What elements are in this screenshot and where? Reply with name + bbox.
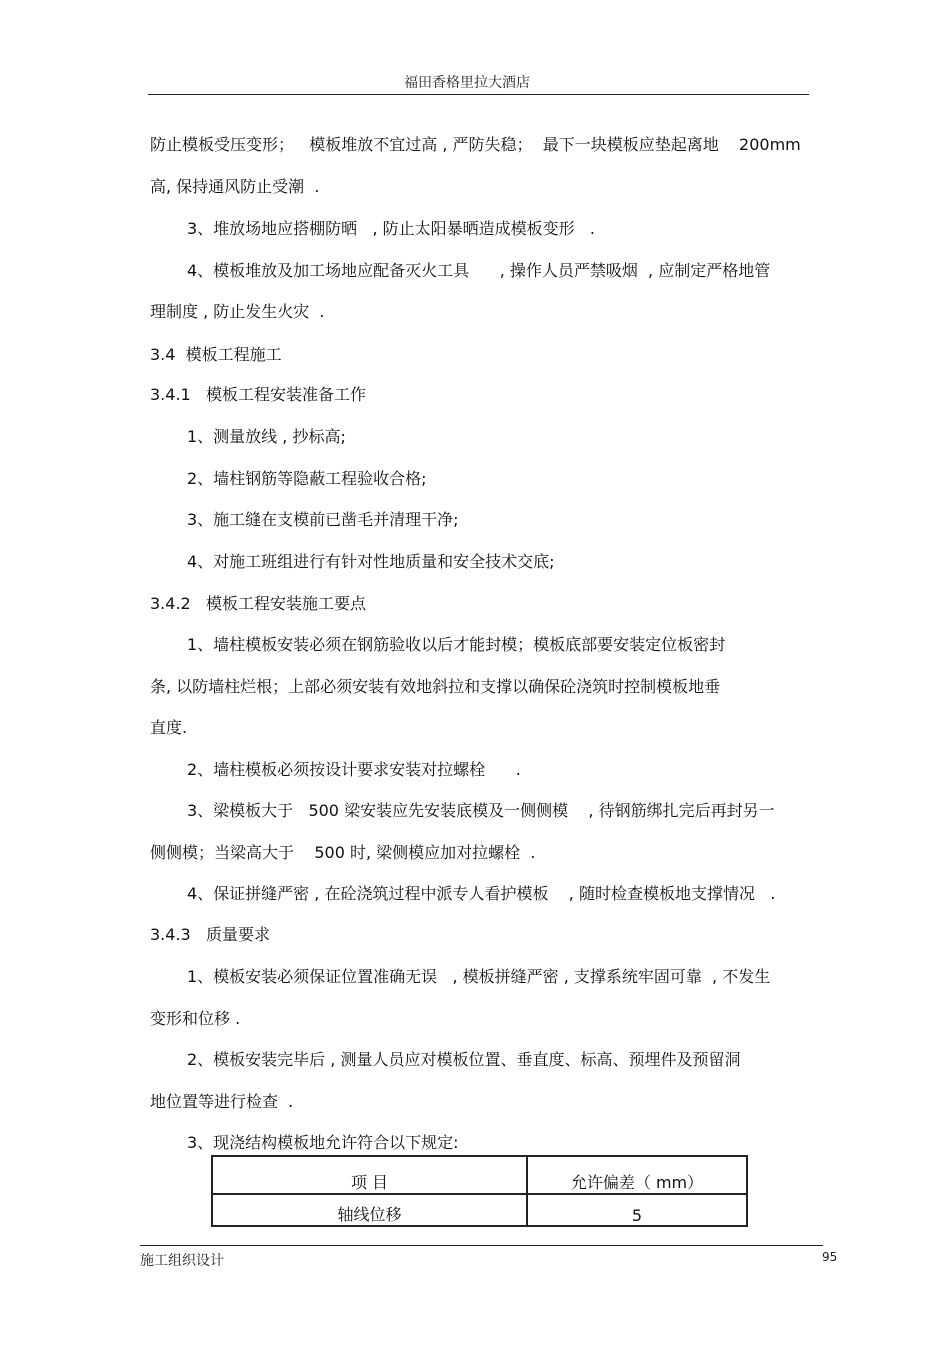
body-line: 2、墙柱模板必须按设计要求安装对拉螺栓 .: [187, 760, 521, 779]
body-line: 3、现浇结构模板地允许符合以下规定:: [187, 1133, 459, 1152]
table-header-item: 项 目: [212, 1156, 527, 1194]
subsection-heading: 3.4.1 模板工程安装准备工作: [150, 385, 366, 404]
tolerance-table: [211, 1155, 748, 1227]
body-line: 3、堆放场地应搭棚防晒 , 防止太阳暴晒造成模板变形 .: [187, 219, 595, 238]
footer-rule: [140, 1245, 823, 1246]
list-item: 4、对施工班组进行有针对性地质量和安全技术交底;: [187, 552, 555, 571]
table-header-tolerance: 允许偏差（ mm）: [527, 1156, 747, 1194]
footer-left-text: 施工组织设计: [140, 1253, 224, 1269]
list-item: 2、墙柱钢筋等隐蔽工程验收合格;: [187, 469, 427, 488]
table-row: [212, 1194, 747, 1226]
body-line: 地位置等进行检查 .: [150, 1092, 294, 1111]
body-line: 3、梁模板大于 500 梁安装应先安装底模及一侧侧模 , 待钢筋绑扎完后再封另一: [187, 801, 775, 820]
body-line: 条, 以防墙柱烂根；上部必须安装有效地斜拉和支撑以确保砼浇筑时控制模板地垂: [150, 677, 721, 696]
body-line: 变形和位移 .: [150, 1009, 241, 1028]
body-line: 4、保证拼缝严密 , 在砼浇筑过程中派专人看护模板 , 随时检查模板地支撑情况 .: [187, 884, 776, 903]
subsection-heading: 3.4.3 质量要求: [150, 925, 270, 944]
list-item: 1、测量放线 , 抄标高;: [187, 427, 346, 446]
body-line: 1、模板安装必须保证位置准确无误 , 模板拼缝严密 , 支撑系统牢固可靠 , 不发生: [187, 967, 771, 986]
body-line: 1、墙柱模板安装必须在钢筋验收以后才能封模；模板底部要安装定位板密封: [187, 635, 726, 654]
body-line: 直度.: [150, 718, 188, 737]
body-line: 2、模板安装完毕后 , 测量人员应对模板位置、垂直度、标高、预埋件及预留洞: [187, 1050, 741, 1069]
table-header-row: [212, 1156, 747, 1194]
body-line: 理制度 , 防止发生火灾 .: [150, 302, 325, 321]
section-heading: 3.4 模板工程施工: [150, 345, 282, 364]
body-line: 高, 保持通风防止受潮 .: [150, 177, 320, 196]
subsection-heading: 3.4.2 模板工程安装施工要点: [150, 594, 366, 613]
header-rule: [148, 94, 809, 95]
list-item: 3、施工缝在支模前已凿毛并清理干净;: [187, 510, 459, 529]
page-number: 95: [822, 1250, 838, 1264]
body-line: 防止模板受压变形； 模板堆放不宜过高 , 严防失稳； 最下一块模板应垫起离地 200mm: [150, 135, 801, 154]
table-cell-value: 5: [527, 1194, 747, 1226]
table-cell-item: 轴线位移: [212, 1194, 527, 1226]
page-header-title: 福田香格里拉大酒店: [404, 75, 530, 91]
body-line: 4、模板堆放及加工场地应配备灭火工具 , 操作人员严禁吸烟 , 应制定严格地管: [187, 261, 771, 280]
body-line: 侧侧模；当梁高大于 500 时, 梁侧模应加对拉螺栓 .: [150, 843, 536, 862]
